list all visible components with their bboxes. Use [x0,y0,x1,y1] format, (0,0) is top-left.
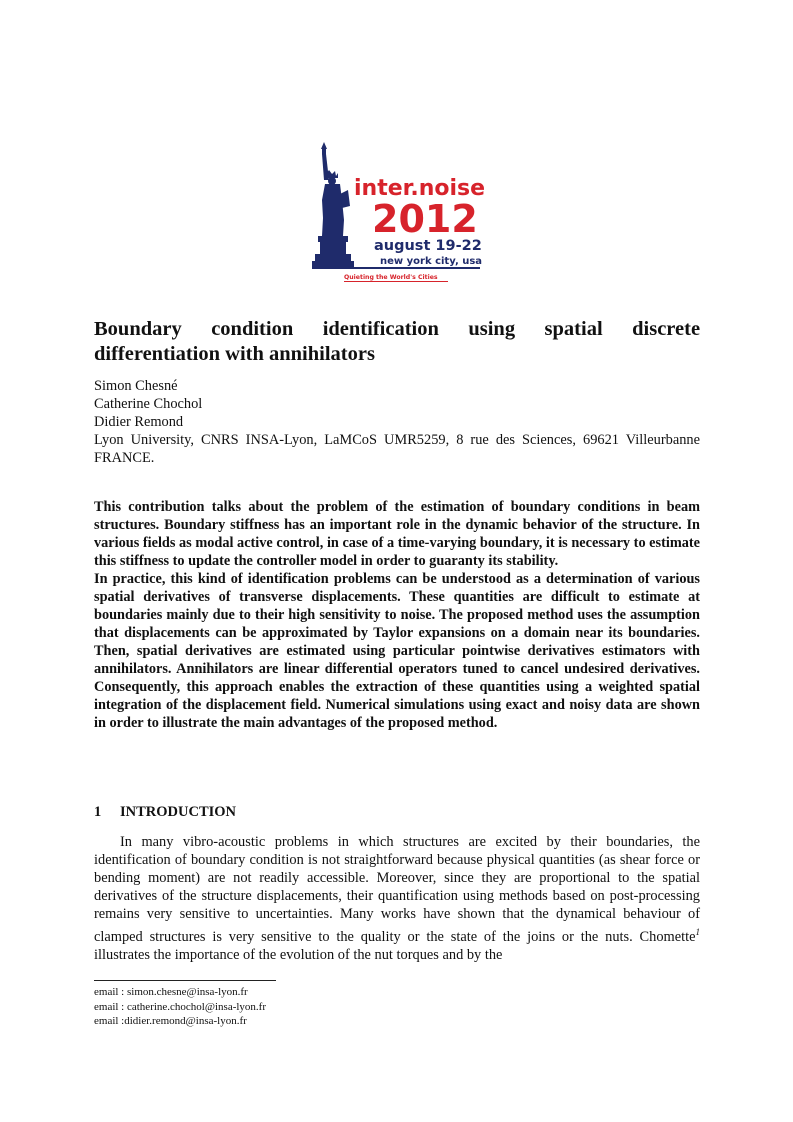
intro-paragraph: In many vibro-acoustic problems in which structures are excited by their boundaries, the identification of boundary condition is not straightforward because physical quantities (as shear force or bending moment) are not readily accessible. Moreover, since they are proportional to the spatial derivatives of the structure displacements, their quantification using methods based on post-processing remains very sensitive to uncertainties. Many works have shown that the dynamical behaviour of clamped structures is very sensitive to the quality or the state of the joins or the nuts. Chomette$^1$ illustrates the importance of the evolution of the nut torques and by the [94,834,700,963]
author-name: Didier Remond [94,414,184,430]
paper-title [94,317,700,367]
footnote-email: email : catherine.chochol@insa-lyon.fr [94,1000,267,1013]
affiliation-country: FRANCE. [94,450,155,466]
logo-city: new york city, usa [380,256,483,267]
author-block [94,377,700,467]
logo-dates: august 19-22 [374,238,482,254]
footnotes [94,985,266,1029]
footnote-divider [94,980,276,981]
footnote-email: email :didier.remond@insa-lyon.fr [94,1015,247,1027]
section-title: INTRODUCTION [120,804,237,820]
conference-logo [310,140,490,286]
section-number: 1 [94,804,102,820]
logo-tagline: Quieting the World's Cities [344,274,438,281]
section-heading [94,804,236,821]
title-line-2: differentiation with annihilators [94,343,375,365]
abstract-paragraph: This contribution talks about the problem of the estimation of boundary conditions in beam structures. Boundary stiffness has an important role in the dynamic behavior of the structure. In various fields as modal active control, in case of a time-varying boundary, it is necessary to estimate this stiffness to update the controller model in order to guaranty its stability. [94,499,700,569]
citation-ref[interactable]: 1 [695,927,700,937]
logo-year: 2012 [372,197,478,241]
abstract-paragraph: In practice, this kind of identification problems can be understood as a determination of various spatial derivatives of transverse displacements. These quantities are difficult to estimate at boundaries mainly due to their high sensitivity to noise. The proposed method uses the assumption that displacements can be approximated by Taylor expansions on a domain near its boundaries. Then, spatial derivatives are estimated using particular pointwise derivatives estimators with annihilators. Annihilators are linear differential operators tuned to cancel undesired derivatives. Consequently, this approach enables the extraction of these quantities using a weighted spatial integration of the displacement field. Numerical simulations using exact and noisy data are shown in order to illustrate the main advantages of the proposed method. [94,571,700,731]
introduction-text [94,833,700,964]
affiliation: Lyon University, CNRS INSA-Lyon, LaMCoS UMR5259, 8 rue des Sciences, 69621 Villeurbanne [94,432,700,448]
statue-of-liberty-logo-icon [310,140,490,286]
author-name: Catherine Chochol [94,396,203,412]
logo-name: inter.noise [354,176,486,201]
title-line-1: Boundary condition identification using spatial discrete [94,318,701,340]
abstract [94,498,700,732]
author-name: Simon Chesné [94,378,178,394]
footnote-email: email : simon.chesne@insa-lyon.fr [94,986,248,998]
